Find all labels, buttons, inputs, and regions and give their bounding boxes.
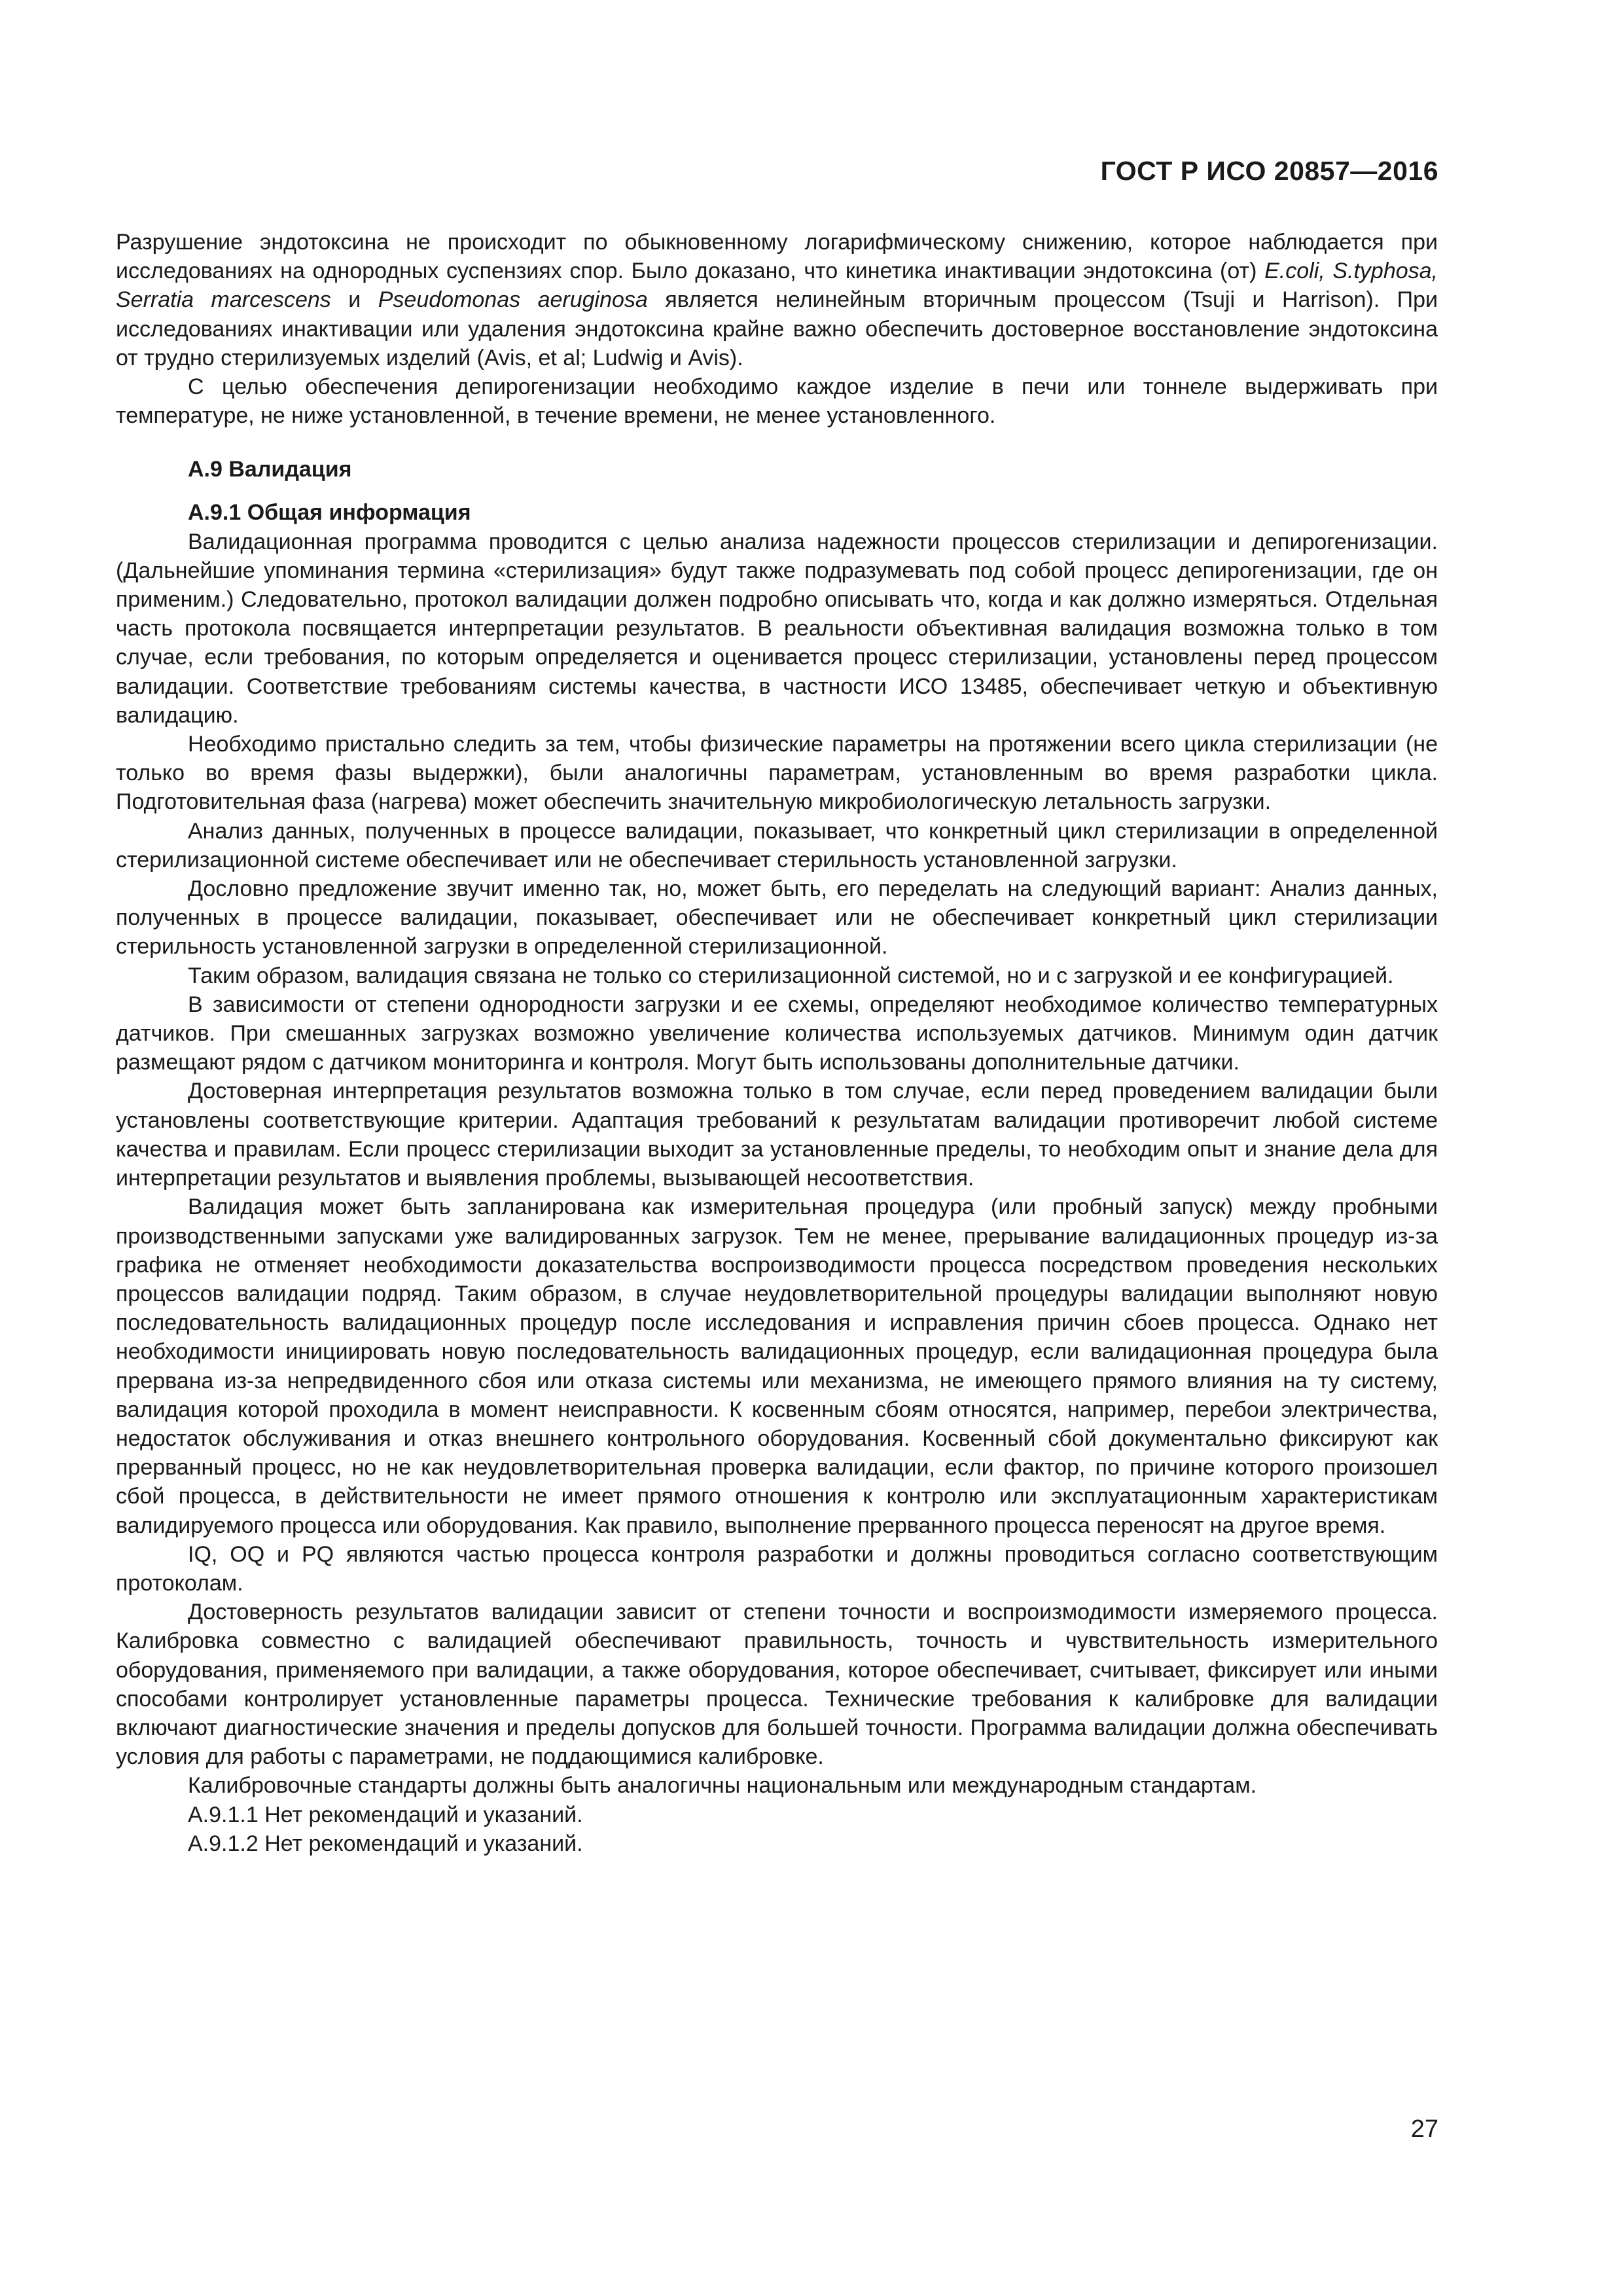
paragraph: Таким образом, валидация связана не только со стерилизационной системой, но и с загрузкой и ее конфигурацией. [188, 963, 1394, 988]
document-body [116, 228, 1438, 1858]
paragraph: Валидация может быть запланирована как измерительная процедура (или пробный запуск) между пробными производственными запусками уже валидированных загрузок. Тем не менее, прерывание валидационных процедур из-за графика не отменяет необходимости доказательства воспроизводимости процесса посредством проведения нескольких процессов валидации подряд. Таким образом, в случае неудовлетворительной процедуры валидации выполняют новую последовательность валидационных процедур после исследования и исправления причин сбоев процесса. Однако нет необходимости инициировать новую последовательность валидационных процедур, если валидационная процедура была прервана из-за непредвиденного сбоя или отказа системы или механизма, не имеющего прямого влияния на ту систему, валидация которой проходила в момент неисправности. К косвенным сбоям относятся, например, перебои электричества, недостаток обслуживания и отказ внешнего контрольного оборудования. Косвенный сбой документально фиксируют как прерванный процесс, но не как неудовлетворительная проверка валидации, если фактор, по причине которого произошел сбой процесса, в действительности не имеет прямого отношения к контролю или эксплуатационным характеристикам валидируемого процесса или оборудования. Как правило, выполнение прерванного процесса переносят на другое время. [116, 1194, 1438, 1538]
paragraph: Достоверность результатов валидации зависит от степени точности и воспроизмодимости измеряемого процесса. Калибровка совместно с валидацией обеспечивают правильность, точность и чувствительность измерительного оборудования, применяемого при валидации, а также оборудования, которое обеспечивает, считывает, фиксирует или иными способами контролирует установленные параметры процесса. Технические требования к калибровке для валидации включают диагностические значения и пределы допусков для большей точности. Программа валидации должна обеспечивать условия для работы с параметрами, не поддающимися калибровке. [116, 1600, 1438, 1770]
intro-paragraph-2: С целью обеспечения депирогенизации необходимо каждое изделие в печи или тоннеле выдерживать при температуре, не ниже установленной, в течение времени, не менее установленного. [116, 374, 1438, 429]
intro-text-pseudomonas: Pseudomonas aeruginosa [378, 287, 648, 313]
subitem: А.9.1.1 Нет рекомендаций и указаний. [188, 1802, 583, 1827]
paragraph: Анализ данных, полученных в процессе валидации, показывает, что конкретный цикл стерилизации в определенной стерилизационной системе обеспечивает или не обеспечивает стерильность установленной загрузки. [116, 818, 1438, 872]
intro-text-c: и [330, 287, 378, 313]
subsection-title: А.9.1 Общая информация [188, 500, 471, 526]
intro-text-a: Разрушение эндотоксина не происходит по обыкновенному логарифмическому снижению, которое наблюдается при исследованиях на однородных суспензиях спор. Было доказано, что кинетика инактивации эндотоксина (от) [116, 230, 1438, 284]
paragraph: В зависимости от степени однородности загрузки и ее схемы, определяют необходимое количество температурных датчиков. При смешанных загрузках возможно увеличение количества используемых датчиков. Минимум один датчик размещают рядом с датчиком мониторинга и контроля. Могут быть использованы дополнительные датчики. [116, 992, 1438, 1075]
paragraph: Достоверная интерпретация результатов возможна только в том случае, если перед проведением валидации были установлены соответствующие критерии. Адаптация требований к результатам валидации противоречит любой системе качества и правилам. Если процесс стерилизации выходит за установленные пределы, то необходим опыт и знание дела для интерпретации результатов и выявления проблемы, вызывающей несоответствия. [116, 1079, 1438, 1191]
subitem: А.9.1.2 Нет рекомендаций и указаний. [188, 1831, 583, 1856]
section-title: А.9 Валидация [188, 457, 352, 482]
paragraph: Валидационная программа проводится с целью анализа надежности процессов стерилизации и депирогенизации. (Дальнейшие упоминания термина «стерилизация» будут также подразумевать под собой процесс депирогенизации, где он применим.) Следовательно, протокол валидации должен подробно описывать что, когда и как должно измеряться. Отдельная часть протокола посвящается интерпретации результатов. В реальности объективная валидация возможна только в том случае, если требования, по которым определяется и оценивается процесс стерилизации, установлены перед процессом валидации. Соответствие требованиям системы качества, в частности ИСО 13485, обеспечивает четкую и объективную валидацию. [116, 529, 1438, 728]
intro-paragraph-1 [116, 228, 1438, 372]
paragraph: IQ, OQ и PQ являются частью процесса контроля разработки и должны проводиться согласно соответствующим протоколам. [116, 1541, 1438, 1596]
paragraph: Калибровочные стандарты должны быть аналогичны национальным или международным стандартам. [188, 1773, 1257, 1799]
paragraph: Дословно предложение звучит именно так, но, может быть, его переделать на следующий вариант: Анализ данных, полученных в процессе валидации, показывает, обеспечивает или не обеспечивает конкретный цикл стерилизации стерильность установленной загрузки в определенной стерилизационной. [116, 876, 1438, 960]
intro-text-e: является нелинейным вторичным процессом (Tsuji и Harrison). При исследованиях инактивации или удаления эндотоксина крайне важно обеспечить достоверное восстановление эндотоксина от трудно стерилизуемых изделий (Avis, et al; Ludwig и Avis). [116, 287, 1438, 370]
page-number: 27 [1410, 2115, 1438, 2143]
intro-text-species: E.coli, S.typhosa, Serratia marcescens [116, 259, 1438, 313]
paragraph: Необходимо пристально следить за тем, чтобы физические параметры на протяжении всего цикла стерилизации (не только во время фазы выдержки), были аналогичны параметрам, установленным во время разработки цикла. Подготовительная фаза (нагрева) может обеспечить значительную микробиологическую летальность загрузки. [116, 732, 1438, 815]
standard-header: ГОСТ Р ИСО 20857—2016 [1100, 156, 1438, 186]
